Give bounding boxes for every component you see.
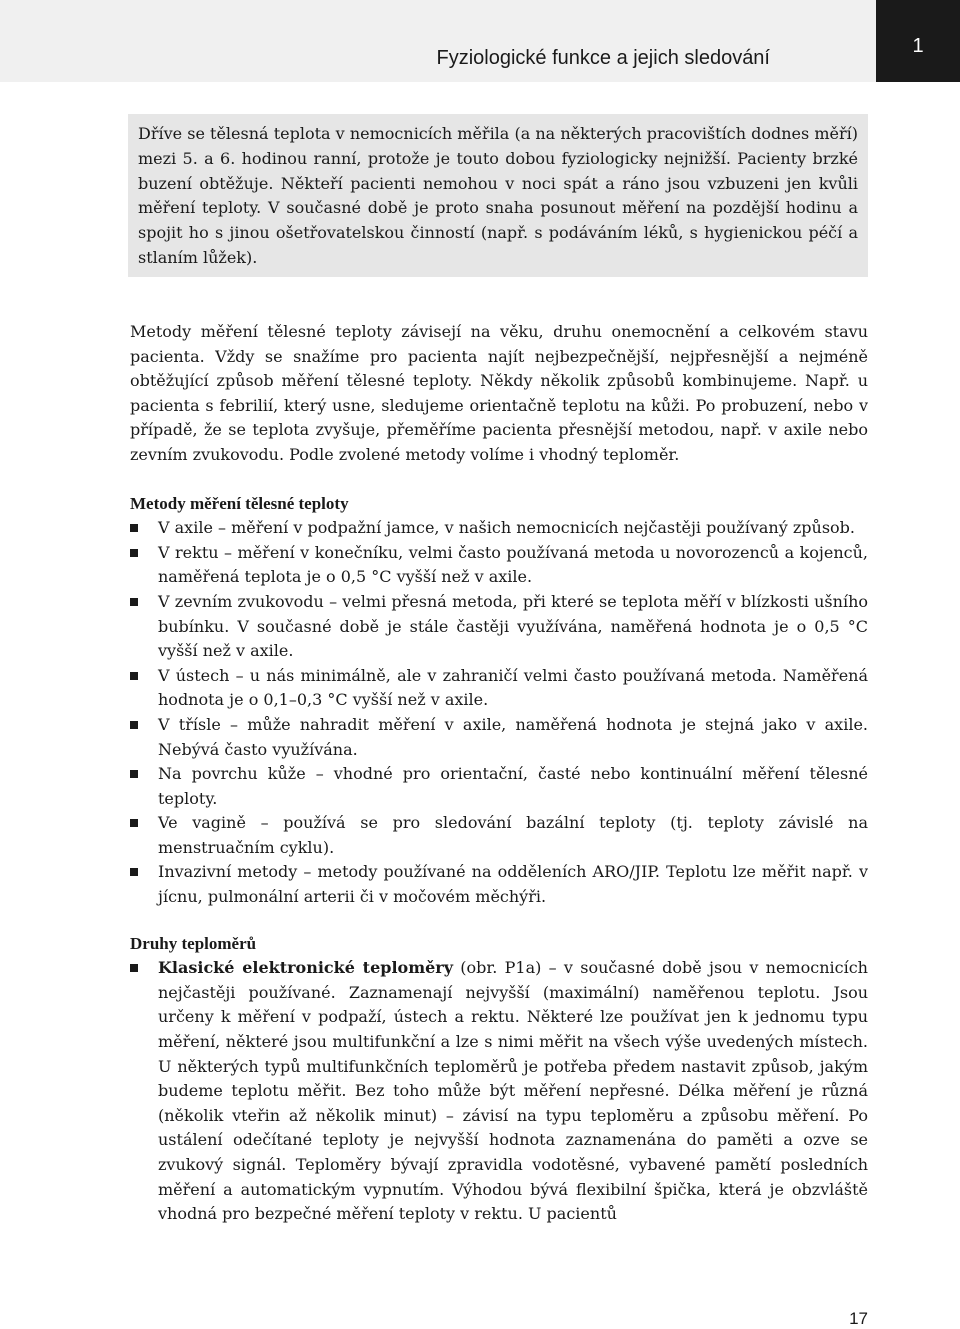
list-item-text: V ústech – u nás minimálně, ale v zahraničí velmi často používaná metoda. Naměřená hodnota je o 0,1–0,3 °C vyšší než v axile. <box>158 665 868 710</box>
page-header <box>0 0 876 82</box>
types-list <box>130 956 868 1227</box>
square-bullet-icon <box>130 598 138 606</box>
square-bullet-icon <box>130 868 138 876</box>
square-bullet-icon <box>130 964 138 972</box>
list-item <box>130 713 868 762</box>
list-item <box>130 590 868 664</box>
list-item-text: V třísle – může nahradit měření v axile, naměřená hodnota je stejná jako v axile. Nebývá často využívána. <box>158 714 868 759</box>
list-item-text: Na povrchu kůže – vhodné pro orientační, časté nebo kontinuální měření tělesné teploty. <box>158 764 868 808</box>
list-item-text: Ve vagině – používá se pro sledování bazální teploty (tj. teploty závislé na menstruačním cyklu). <box>158 813 868 857</box>
methods-list <box>130 516 868 910</box>
list-item <box>130 860 868 909</box>
square-bullet-icon <box>130 819 138 827</box>
note-box <box>128 114 868 277</box>
page-number: 17 <box>849 1309 868 1328</box>
list-item <box>130 956 868 1227</box>
list-item-text: V axile – měření v podpažní jamce, v našich nemocnicích nejčastěji používaný způsob. <box>158 518 856 538</box>
square-bullet-icon <box>130 770 138 778</box>
list-item-bold-term: Klasické elektronické teploměry <box>158 958 454 978</box>
list-item <box>130 516 868 541</box>
square-bullet-icon <box>130 672 138 680</box>
square-bullet-icon <box>130 721 138 729</box>
list-item-text: V zevním zvukovodu – velmi přesná metoda, při které se teplota měří v blízkosti ušního bubínku. V současné době je stále častěji využívána, naměřená hodnota je o 0,5 °C vyšší než v axile. <box>158 591 868 661</box>
square-bullet-icon <box>130 549 138 557</box>
running-header-title: Fyziologické funkce a jejich sledování <box>436 47 770 69</box>
list-item-text: V rektu – měření v konečníku, velmi často používaná metoda u novorozenců a kojenců, naměřená teplota je o 0,5 °C vyšší než v axile. <box>158 542 868 587</box>
list-item <box>130 811 868 860</box>
list-item <box>130 664 868 713</box>
list-item-text: Invazivní metody – metody používané na odděleních ARO/JIP. Teplotu lze měřit např. v jícnu, pulmonální arterii či v močovém měchýři. <box>158 862 868 907</box>
note-text: Dříve se tělesná teplota v nemocnicích měřila (a na některých pracovištích dodnes měří) mezi 5. a 6. hodinou ranní, protože je touto dobou fyziologicky nejnižší. Pacienty brzké buzení obtěžuje. Někteří pacienti nemohou v noci spát a ráno jsou vzbuzeni jen kvůli měření teploty. V současné době je proto snaha posunout měření na pozdější hodinu a spojit ho s jinou ošetřovatelskou činností (např. s podáváním léků, s hygienickou péčí a stlaním lůžek). <box>138 124 858 267</box>
main-content <box>130 320 868 1227</box>
square-bullet-icon <box>130 524 138 532</box>
types-heading: Druhy teploměrů <box>130 933 257 953</box>
list-item-text: (obr. P1a) – v současné době jsou v nemocnicích nejčastěji používané. Zaznamenají nejvyšší (maximální) naměřenou teplotu. Jsou určeny k měření v podpaží, ústech a rektu. Některé lze používat jen k jednomu typu měření, některé jsou multifunkční a lze s nimi měřit na všech výše uvedených místech. U některých typů multifunkčních teploměrů je potřeba předem nastavit způsob, jakým budeme teplotu měřit. Bez toho může být měření nepřesné. Délka měření je různá (několik vteřin až několik minut) – závisí na typu teploměru a způsobu měření. Po ustálení odečítané teploty je nejvyšší hodnota zaznamenána do paměti a ozve se zvukový signál. Teploměry bývají zpravidla vodotěsné, vybavené pamětí posledních měření a automatickým vypnutím. Výhodou bývá flexibilní špička, která je obzvláště vhodná pro bezpečné měření teploty v rektu. U pacientů <box>158 958 868 1224</box>
chapter-number-badge: 1 <box>876 0 960 82</box>
methods-heading: Metody měření tělesné teploty <box>130 493 349 513</box>
intro-paragraph: Metody měření tělesné teploty závisejí na věku, druhu onemocnění a celkovém stavu pacienta. Vždy se snažíme pro pacienta najít nejbezpečnější, nejpřesnější a nejméně obtěžující způsob měření tělesné teploty. Někdy několik způsobů kombinujeme. Např. u pacienta s febrilií, který usne, sledujeme orientačně teplotu na kůži. Po probuzení, nebo v případě, že se teplota zvyšuje, přeměříme pacienta přesnější metodou, např. v axile nebo zevním zvukovodu. Podle zvolené metody volíme i vhodný teploměr. <box>130 322 868 464</box>
list-item <box>130 541 868 590</box>
list-item <box>130 762 868 811</box>
